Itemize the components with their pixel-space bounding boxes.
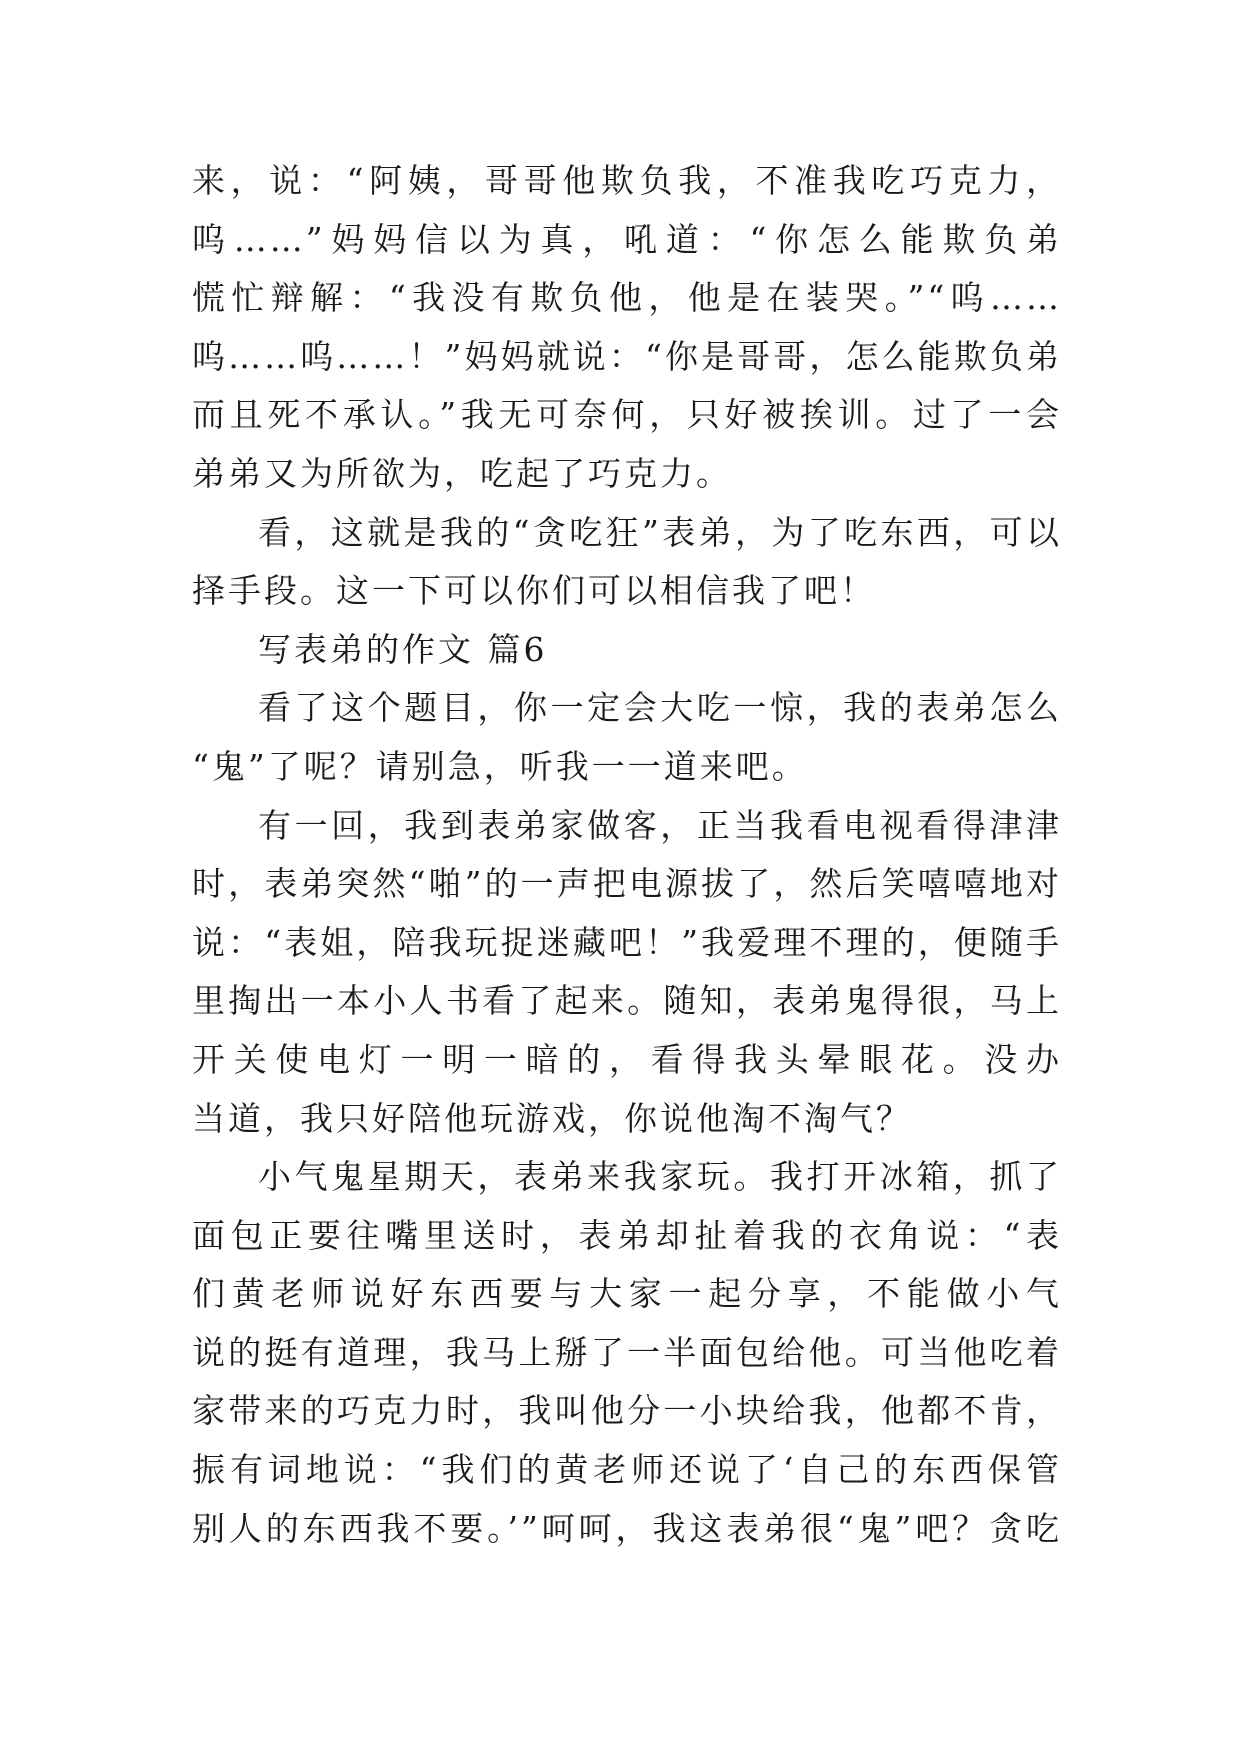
text-line: 说：“表姐，陪我玩捉迷藏吧！”我爱理不理的，便随手	[192, 922, 1062, 962]
text-line: 有一回，我到表弟家做客，正当我看电视看得津津	[258, 805, 1062, 845]
text-line: 小气鬼星期天，表弟来我家玩。我打开冰箱，抓了	[258, 1157, 1062, 1197]
text-line: 择手段。这一下可以你们可以相信我了吧！	[192, 571, 876, 611]
text-line: 开关使电灯一明一暗的，看得我头晕眼花。没办	[192, 1039, 1062, 1079]
text-line: 来，说：“阿姨，哥哥他欺负我，不准我吃巧克力，	[192, 161, 1062, 200]
text-line: 呜……呜……！”妈妈就说：“你是哥哥，怎么能欺负弟	[192, 336, 1062, 376]
text-line: 慌忙辩解：“我没有欺负他，他是在装哭。”“呜……	[192, 278, 1062, 318]
text-line: 振有词地说：“我们的黄老师还说了‘自己的东西保管	[192, 1450, 1062, 1490]
text-line: 当道，我只好陪他玩游戏，你说他淘不淘气？	[192, 1098, 912, 1138]
text-line: 写表弟的作文 篇6	[258, 629, 548, 669]
text-line: 时，表弟突然“啪”的一声把电源拔了，然后笑嘻嘻地对	[192, 864, 1062, 904]
text-line: 面包正要往嘴里送时，表弟却扯着我的衣角说：“表	[192, 1215, 1062, 1255]
text-line: 家带来的巧克力时，我叫他分一小块给我，他都不肯，	[192, 1391, 1062, 1431]
text-line: 看了这个题目，你一定会大吃一惊，我的表弟怎么	[258, 688, 1062, 728]
text-line: 们黄老师说好东西要与大家一起分享，不能做小气	[192, 1274, 1062, 1314]
text-line: 说的挺有道理，我马上掰了一半面包给他。可当他吃着	[192, 1332, 1062, 1372]
text-line: 看，这就是我的“贪吃狂”表弟，为了吃东西，可以	[258, 512, 1062, 552]
text-line: 别人的东西我不要。’”呵呵，我这表弟很“鬼”吧？贪吃	[192, 1508, 1062, 1548]
text-line: 弟弟又为所欲为，吃起了巧克力。	[192, 453, 732, 493]
text-line: 里掏出一本小人书看了起来。随知，表弟鬼得很，马上	[192, 981, 1062, 1021]
text-line: “鬼”了呢？请别急，听我一一道来吧。	[192, 746, 808, 786]
essay-text	[192, 152, 1062, 1558]
text-line: 而且死不承认。”我无可奈何，只好被挨训。过了一会	[192, 395, 1062, 435]
text-line: 呜……”妈妈信以为真，吼道：“你怎么能欺负弟	[192, 219, 1062, 259]
